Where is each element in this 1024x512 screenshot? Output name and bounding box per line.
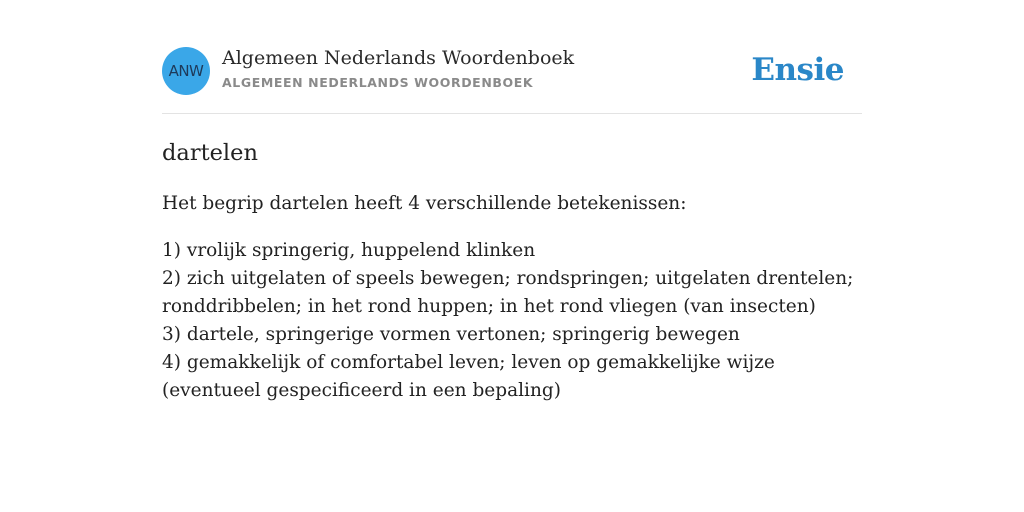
definition-item: 1) vrolijk springerig, huppelend klinken (162, 240, 536, 261)
header-divider (162, 113, 862, 114)
definition-list (162, 237, 862, 405)
entry-intro: Het begrip dartelen heeft 4 verschillende betekenissen: (162, 193, 687, 214)
definition-item: 3) dartele, springerige vormen vertonen; springerig bewegen (162, 324, 740, 345)
definition-item: 4) gemakkelijk of comfortabel leven; leven op gemakkelijke wijze (eventueel gespecificeerd in een bepaling) (162, 352, 775, 401)
source-title-link[interactable]: Algemeen Nederlands Woordenboek (222, 47, 575, 69)
definition-item: 2) zich uitgelaten of speels bewegen; rondspringen; uitgelaten drentelen; ronddribbelen; in het rond huppen; in het rond vliegen (van insecten) (162, 268, 854, 317)
ensie-logo[interactable]: Ensie (751, 52, 844, 88)
entry-card (162, 0, 862, 512)
source-header (162, 46, 862, 96)
entry-term: dartelen (162, 140, 258, 166)
source-avatar[interactable]: ANW (162, 47, 210, 95)
source-subtitle: ALGEMEEN NEDERLANDS WOORDENBOEK (222, 75, 534, 90)
